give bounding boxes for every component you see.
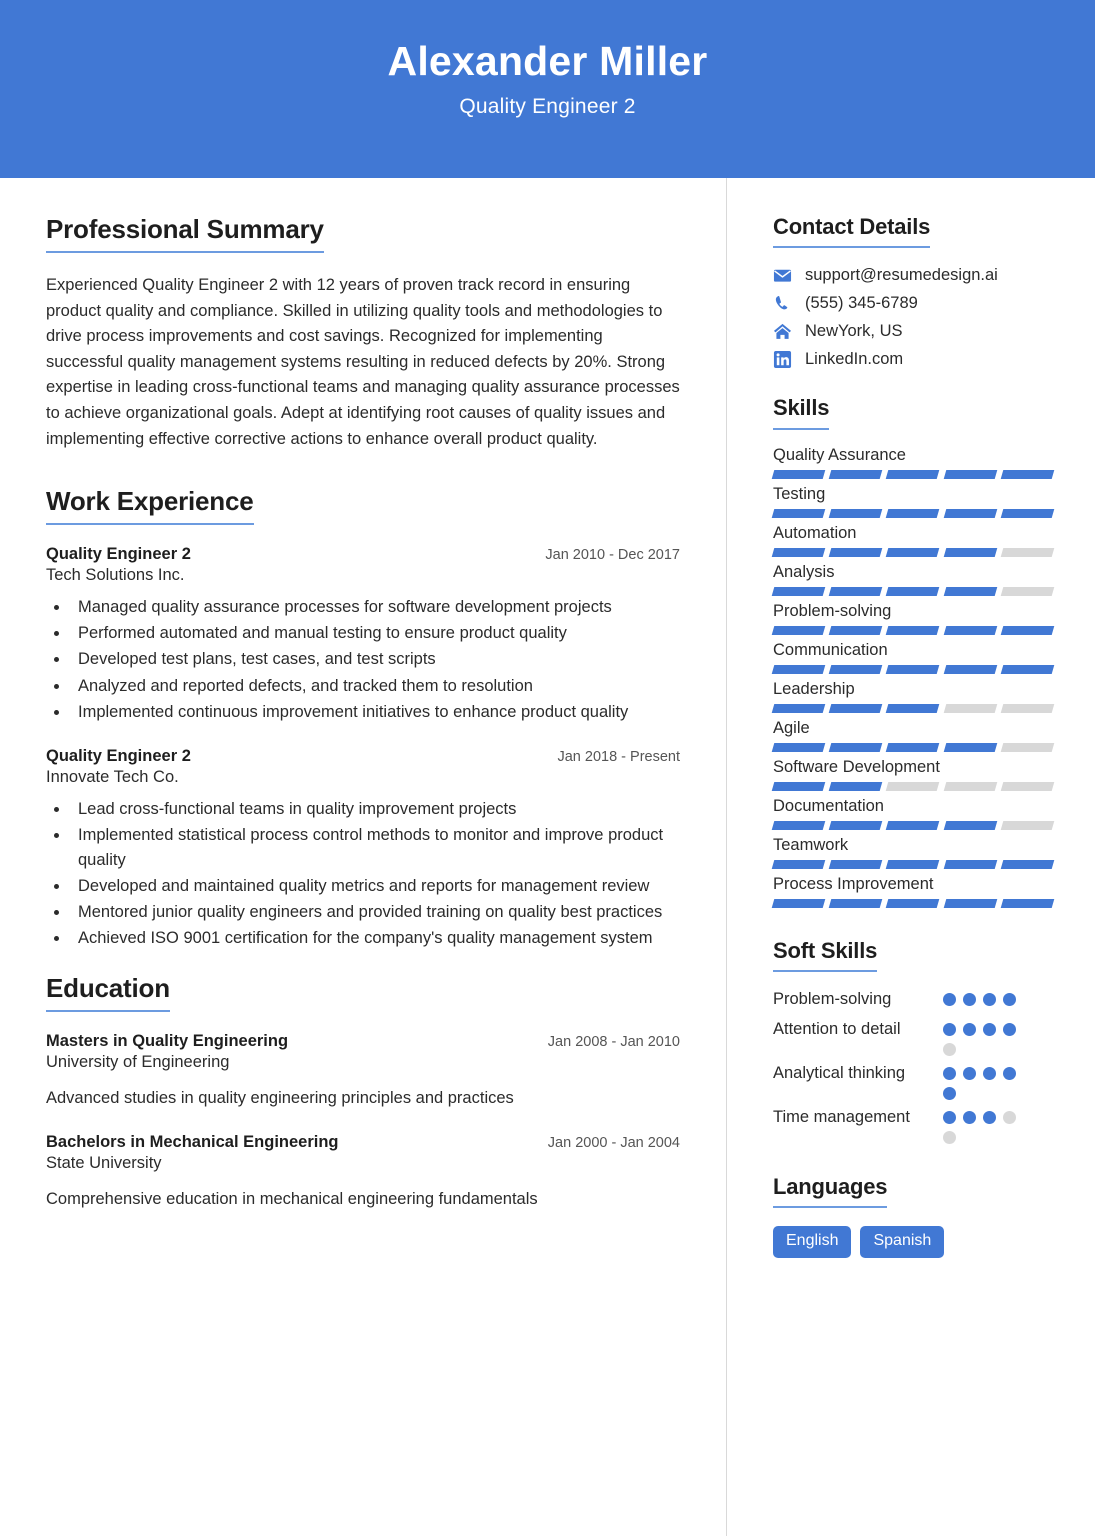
linkedin-icon [773, 350, 792, 369]
skills-list [773, 446, 1053, 908]
skill-item [773, 758, 1053, 791]
left-column [0, 178, 727, 1536]
soft-skill-dot [983, 1023, 996, 1036]
education-description: Comprehensive education in mechanical engineering fundamentals [46, 1190, 538, 1209]
soft-skill-item [773, 988, 1053, 1012]
education-institution: University of Engineering [46, 1053, 230, 1072]
language-chip[interactable]: Spanish [860, 1226, 944, 1257]
skill-bar-segment [1001, 548, 1055, 557]
skill-bar-segment [1001, 743, 1055, 752]
skill-bar-segment [829, 782, 883, 791]
soft-skill-label: Attention to detail [773, 1020, 901, 1039]
soft-skill-dot [983, 993, 996, 1006]
experience-bullet: • Achieved ISO 9001 certification for the company's quality management system [70, 926, 680, 951]
soft-skill-dot [983, 1111, 996, 1124]
education-entry [46, 1032, 680, 1111]
experience-entry-header [46, 545, 680, 564]
soft-skill-dot [963, 1111, 976, 1124]
skill-bar-segment [943, 821, 997, 830]
resume-body [0, 178, 1095, 1536]
section-education [46, 973, 680, 1212]
skill-bar-segment [886, 782, 940, 791]
section-heading-summary: Professional Summary [46, 214, 324, 253]
skill-bar-segment [772, 548, 826, 557]
experience-bullet: • Lead cross-functional teams in quality improvement projects [70, 797, 680, 822]
contact-value: support@resumedesign.ai [805, 266, 998, 285]
skill-bar-segment [886, 587, 940, 596]
soft-skill-dot [943, 1067, 956, 1080]
experience-company: Tech Solutions Inc. [46, 566, 185, 585]
education-entry-header [46, 1032, 680, 1051]
skill-level-bar [773, 509, 1053, 518]
skill-label: Analysis [773, 562, 835, 581]
skill-item [773, 875, 1053, 908]
soft-skill-item [773, 1106, 1053, 1144]
soft-skill-dot [1003, 1023, 1016, 1036]
experience-list [46, 545, 680, 951]
skill-bar-segment [829, 509, 883, 518]
skill-bar-segment [772, 626, 826, 635]
skill-bar-segment [1001, 821, 1055, 830]
skill-label: Teamwork [773, 835, 849, 854]
skill-bar-segment [829, 470, 883, 479]
skill-bar-segment [772, 665, 826, 674]
experience-entry [46, 747, 680, 951]
skill-label: Automation [773, 523, 857, 542]
section-contact-details [773, 214, 1053, 369]
soft-skill-rating-dots [943, 1018, 1025, 1056]
skill-item [773, 446, 1053, 479]
skill-bar-segment [772, 899, 826, 908]
education-entry-header [46, 1133, 680, 1152]
soft-skill-dot [943, 1111, 956, 1124]
candidate-name: Alexander Miller [387, 38, 708, 84]
experience-entry [46, 545, 680, 724]
skill-bar-segment [943, 665, 997, 674]
skill-bar-segment [886, 470, 940, 479]
experience-bullet: • Developed and maintained quality metrics and reports for management review [70, 874, 680, 899]
soft-skill-rating-dots [943, 988, 1025, 1006]
skill-bar-segment [886, 899, 940, 908]
skill-label: Quality Assurance [773, 445, 906, 464]
soft-skill-dot [1003, 993, 1016, 1006]
experience-bullet: • Implemented statistical process control methods to monitor and improve product quality [70, 823, 680, 873]
experience-job-title: Quality Engineer 2 [46, 545, 191, 564]
section-languages [773, 1174, 1053, 1258]
skill-item [773, 602, 1053, 635]
skill-bar-segment [1001, 470, 1055, 479]
skill-bar-segment [943, 548, 997, 557]
skill-item [773, 485, 1053, 518]
skill-bar-segment [1001, 782, 1055, 791]
contact-list [773, 266, 1053, 369]
skill-bar-segment [886, 509, 940, 518]
skill-bar-segment [943, 587, 997, 596]
right-column [727, 178, 1095, 1536]
experience-bullet: • Implemented continuous improvement initiatives to enhance product quality [70, 700, 680, 725]
soft-skill-dot [943, 1023, 956, 1036]
soft-skills-list [773, 988, 1053, 1144]
skill-level-bar [773, 704, 1053, 713]
skill-bar-segment [943, 704, 997, 713]
skill-bar-segment [772, 860, 826, 869]
contact-item[interactable] [773, 294, 1053, 313]
skill-item [773, 563, 1053, 596]
skill-bar-segment [943, 782, 997, 791]
skill-item [773, 797, 1053, 830]
skill-bar-segment [772, 743, 826, 752]
skill-bar-segment [1001, 587, 1055, 596]
experience-bullet: • Mentored junior quality engineers and provided training on quality best practices [70, 900, 680, 925]
summary-text: Experienced Quality Engineer 2 with 12 years of proven track record in ensuring product quality and compliance. Skilled in utilizing quality tools and methodologies to drive process improvements and cost savings. Recognized for implementing successful quality management systems resulting in reduced defects by 20%. Strong expertise in leading cross-functional teams and managing quality assurance processes to achieve organizational goals. Adept at identifying root causes of quality issues and implementing effective corrective actions to enhance overall product quality. [46, 276, 680, 448]
skill-bar-segment [829, 704, 883, 713]
education-entry [46, 1133, 680, 1212]
section-soft-skills [773, 938, 1053, 1144]
skill-bar-segment [886, 860, 940, 869]
experience-job-title: Quality Engineer 2 [46, 746, 191, 765]
skill-label: Problem-solving [773, 601, 892, 620]
experience-bullet: • Analyzed and reported defects, and tracked them to resolution [70, 674, 680, 699]
skill-label: Communication [773, 640, 888, 659]
skill-bar-segment [943, 860, 997, 869]
skill-bar-segment [829, 899, 883, 908]
soft-skill-dot [943, 1043, 956, 1056]
skill-level-bar [773, 587, 1053, 596]
languages-list [773, 1226, 1053, 1257]
skill-label: Documentation [773, 796, 884, 815]
envelope-icon [773, 266, 792, 285]
soft-skill-dot [963, 1067, 976, 1080]
skill-bar-segment [772, 509, 826, 518]
home-icon [773, 322, 792, 341]
education-institution: State University [46, 1154, 162, 1173]
skill-bar-segment [1001, 626, 1055, 635]
skill-bar-segment [772, 821, 826, 830]
skill-bar-segment [886, 665, 940, 674]
skill-bar-segment [829, 587, 883, 596]
skill-level-bar [773, 782, 1053, 791]
skill-bar-segment [1001, 899, 1055, 908]
soft-skill-dot [943, 1131, 956, 1144]
section-heading-contact: Contact Details [773, 214, 930, 248]
skill-level-bar [773, 899, 1053, 908]
experience-bullet: • Managed quality assurance processes for software development projects [70, 595, 680, 620]
section-professional-summary [46, 214, 680, 452]
education-date-range: Jan 2000 - Jan 2004 [547, 1135, 680, 1152]
skill-bar-segment [886, 821, 940, 830]
soft-skill-rating-dots [943, 1062, 1025, 1100]
experience-bullet: • Developed test plans, test cases, and test scripts [70, 647, 680, 672]
skill-item [773, 719, 1053, 752]
skill-bar-segment [829, 665, 883, 674]
language-chip[interactable]: English [773, 1226, 851, 1257]
contact-item[interactable] [773, 266, 1053, 285]
skill-level-bar [773, 548, 1053, 557]
skill-bar-segment [829, 860, 883, 869]
skill-bar-segment [1001, 509, 1055, 518]
experience-date-range: Jan 2010 - Dec 2017 [545, 547, 680, 564]
section-heading-skills: Skills [773, 395, 829, 429]
skill-item [773, 836, 1053, 869]
soft-skill-dot [963, 1023, 976, 1036]
soft-skill-dot [963, 993, 976, 1006]
experience-bullet-list [70, 595, 680, 724]
soft-skill-dot [983, 1067, 996, 1080]
resume-header [0, 0, 1095, 178]
soft-skill-label: Time management [773, 1108, 910, 1127]
candidate-job-title: Quality Engineer 2 [459, 95, 636, 119]
section-heading-education: Education [46, 973, 170, 1012]
skill-item [773, 680, 1053, 713]
skill-level-bar [773, 665, 1053, 674]
skill-level-bar [773, 743, 1053, 752]
skill-bar-segment [886, 704, 940, 713]
skill-level-bar [773, 821, 1053, 830]
skill-bar-segment [886, 743, 940, 752]
section-heading-soft-skills: Soft Skills [773, 938, 877, 972]
skill-bar-segment [772, 470, 826, 479]
soft-skill-dot [1003, 1067, 1016, 1080]
skill-level-bar [773, 860, 1053, 869]
skill-label: Leadership [773, 679, 855, 698]
section-skills [773, 395, 1053, 907]
contact-value: NewYork, US [805, 322, 903, 341]
soft-skill-dot [1003, 1111, 1016, 1124]
skill-label: Process Improvement [773, 874, 934, 893]
skill-bar-segment [943, 743, 997, 752]
experience-company: Innovate Tech Co. [46, 767, 179, 786]
skill-label: Software Development [773, 757, 940, 776]
skill-label: Agile [773, 718, 810, 737]
contact-item[interactable] [773, 322, 1053, 341]
soft-skill-item [773, 1062, 1053, 1100]
skill-bar-segment [772, 587, 826, 596]
experience-date-range: Jan 2018 - Present [557, 748, 680, 765]
education-degree: Bachelors in Mechanical Engineering [46, 1133, 339, 1152]
skill-bar-segment [772, 782, 826, 791]
skill-bar-segment [943, 470, 997, 479]
skill-bar-segment [943, 899, 997, 908]
skill-bar-segment [829, 821, 883, 830]
education-date-range: Jan 2008 - Jan 2010 [547, 1034, 680, 1051]
skill-item [773, 524, 1053, 557]
skill-bar-segment [1001, 665, 1055, 674]
skill-label: Testing [773, 484, 826, 503]
soft-skill-label: Analytical thinking [773, 1064, 906, 1083]
skill-bar-segment [943, 509, 997, 518]
contact-value: (555) 345-6789 [805, 294, 918, 313]
phone-icon [773, 294, 792, 313]
contact-value: LinkedIn.com [805, 350, 904, 369]
section-heading-languages: Languages [773, 1174, 887, 1208]
education-description: Advanced studies in quality engineering principles and practices [46, 1089, 514, 1108]
skill-bar-segment [886, 626, 940, 635]
skill-bar-segment [943, 626, 997, 635]
skill-bar-segment [829, 743, 883, 752]
skill-bar-segment [829, 548, 883, 557]
skill-level-bar [773, 626, 1053, 635]
skill-bar-segment [772, 704, 826, 713]
soft-skill-dot [943, 993, 956, 1006]
skill-bar-segment [1001, 704, 1055, 713]
soft-skill-item [773, 1018, 1053, 1056]
section-work-experience [46, 486, 680, 951]
contact-item[interactable] [773, 350, 1053, 369]
soft-skill-label: Problem-solving [773, 990, 892, 1009]
experience-bullet-list [70, 797, 680, 951]
skill-bar-segment [886, 548, 940, 557]
education-list [46, 1032, 680, 1212]
experience-bullet: • Performed automated and manual testing to ensure product quality [70, 621, 680, 646]
section-heading-experience: Work Experience [46, 486, 254, 525]
skill-bar-segment [829, 626, 883, 635]
skill-item [773, 641, 1053, 674]
experience-entry-header [46, 747, 680, 766]
skill-level-bar [773, 470, 1053, 479]
skill-bar-segment [1001, 860, 1055, 869]
education-degree: Masters in Quality Engineering [46, 1032, 289, 1051]
soft-skill-dot [943, 1087, 956, 1100]
soft-skill-rating-dots [943, 1106, 1025, 1144]
